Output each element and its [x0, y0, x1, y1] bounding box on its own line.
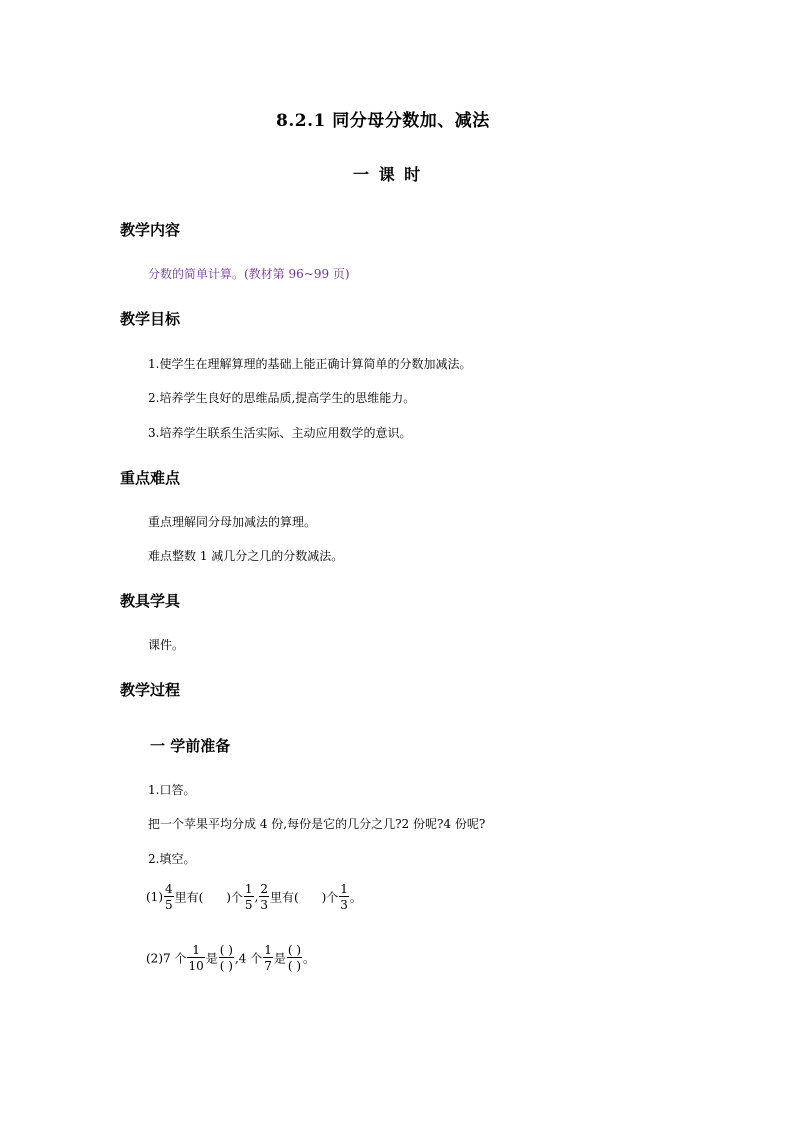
sub-heading-preparation: 一 学前准备 — [150, 737, 231, 755]
tools-text: 课件。 — [148, 638, 185, 652]
q1-end: 。 — [349, 890, 362, 905]
fraction: $\frac{1}{5}$ — [244, 882, 253, 912]
fill-label: 2.填空。 — [148, 852, 196, 866]
q1-text-2: 里有( )个 — [270, 890, 339, 905]
goal-item-3: 3.培养学生联系生活实际、主动应用数学的意识。 — [148, 426, 412, 440]
heading-tools: 教具学具 — [120, 592, 181, 610]
q2-text-3: 是 — [273, 951, 286, 966]
goal-item-1: 1.使学生在理解算理的基础上能正确计算简单的分数加减法。 — [148, 357, 472, 371]
fill-question-1 — [146, 883, 362, 911]
heading-content: 教学内容 — [120, 221, 181, 239]
fraction: $\frac{1}{3}$ — [340, 882, 348, 912]
q2-end: 。 — [303, 951, 316, 966]
fraction: $\frac{1}{7}$ — [264, 943, 272, 973]
page-title: 8.2.1 同分母分数加、减法 — [276, 111, 490, 131]
q1-prefix: (1) — [146, 890, 163, 904]
goal-item-2: 2.培养学生良好的思维品质,提高学生的思维能力。 — [148, 391, 416, 405]
heading-goals: 教学目标 — [120, 310, 181, 328]
fraction: $\frac{4}{5}$ — [165, 882, 173, 912]
q1-text-1: 里有( )个 — [174, 890, 243, 905]
q2-text-1: 是 — [205, 951, 218, 966]
lesson-subtitle: 一 课 时 — [353, 165, 423, 184]
fraction: $\frac{1}{10}$ — [188, 943, 204, 973]
heading-process: 教学过程 — [120, 681, 181, 699]
heading-key-points: 重点难点 — [120, 469, 181, 487]
fraction: $\frac{2}{3}$ — [260, 882, 269, 912]
oral-question: 把一个苹果平均分成 4 份,每份是它的几分之几?2 份呢?4 份呢? — [148, 817, 486, 831]
key-point-1: 重点理解同分母加减法的算理。 — [148, 515, 317, 529]
fill-question-2 — [146, 944, 315, 972]
content-text: 分数的简单计算。(教材第 96~99 页) — [148, 267, 350, 281]
q2-prefix: (2)7 个 — [146, 951, 187, 966]
q2-text-2: ,4 个 — [234, 951, 263, 966]
key-point-2: 难点整数 1 减几分之几的分数减法。 — [148, 549, 344, 563]
oral-label: 1.口答。 — [148, 783, 196, 797]
blank-fraction: $\frac{( )}{( )}$ — [287, 943, 302, 973]
q1-separator: , — [254, 890, 259, 904]
blank-fraction: $\frac{( )}{( )}$ — [219, 943, 233, 973]
